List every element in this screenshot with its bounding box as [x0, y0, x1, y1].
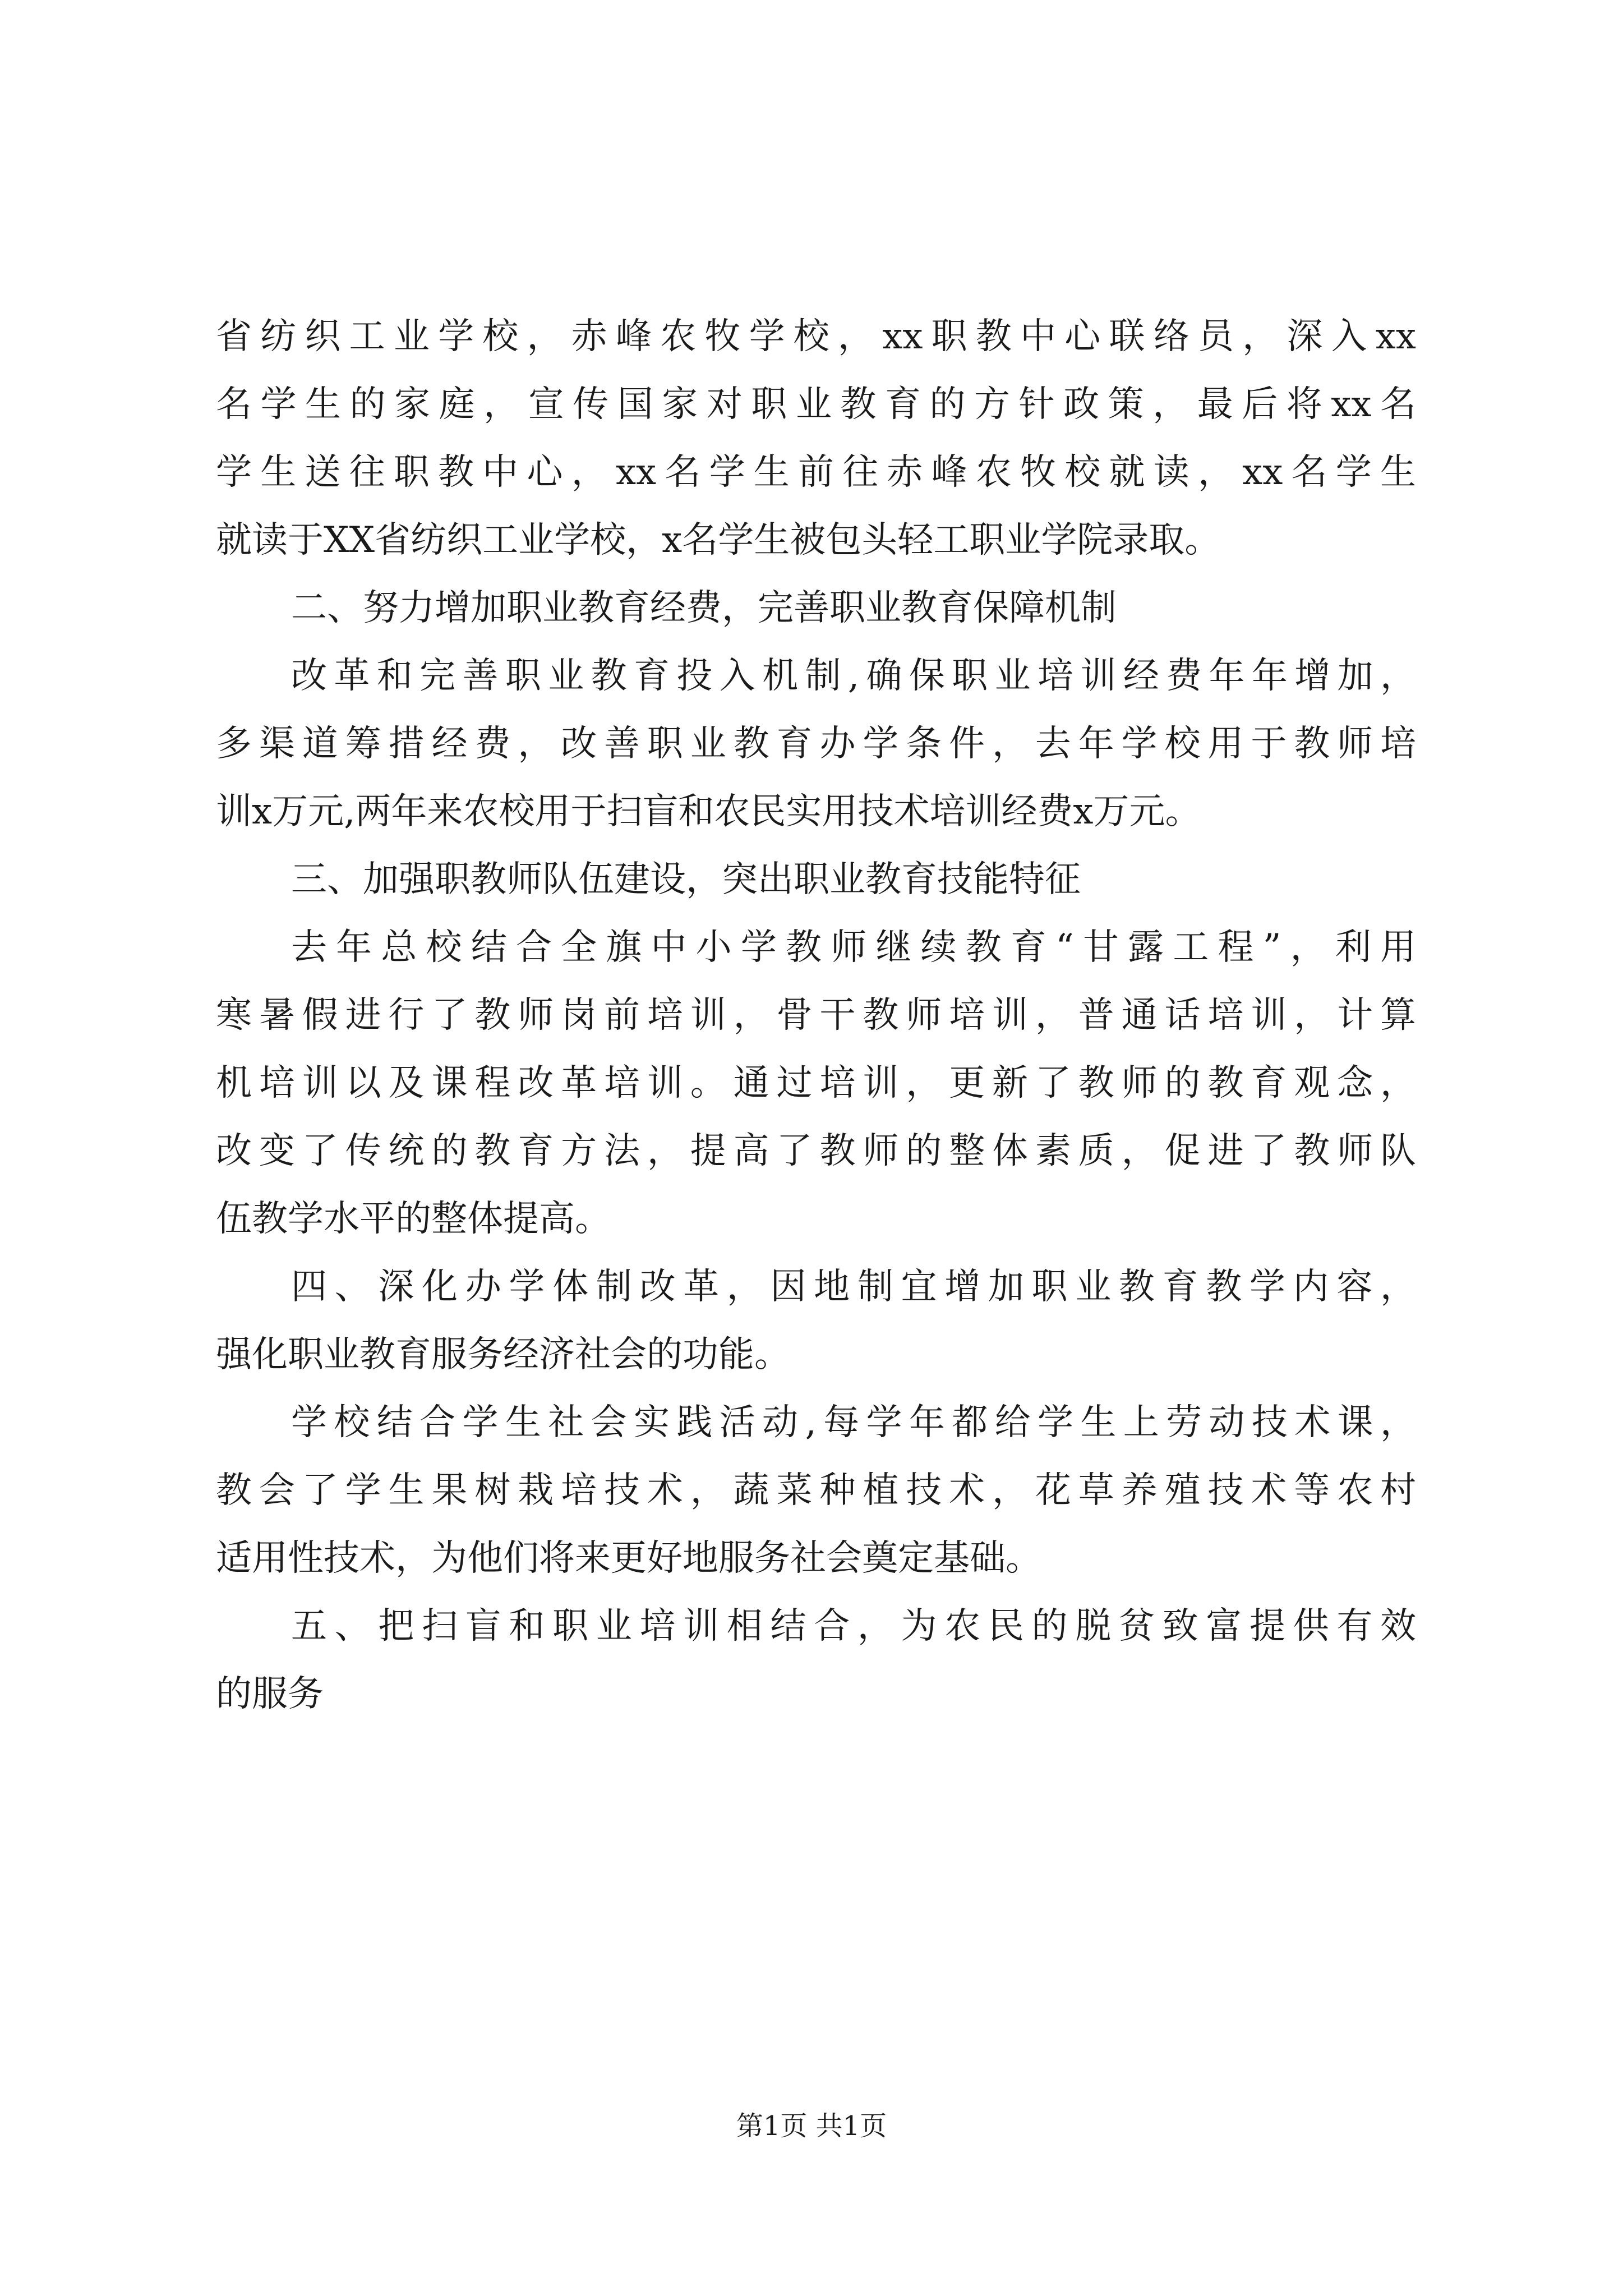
section-heading: 二、努力增加职业教育经费，完善职业教育保障机制 [291, 587, 1117, 629]
section-heading: 强化职业教育服务经济社会的功能。 [216, 1334, 790, 1375]
text-line: 学校结合学生社会实践活动,每学年都给学生上劳动技术课， [291, 1402, 1416, 1443]
text-line: 改变了传统的教育方法，提高了教师的整体素质，促进了教师队 [216, 1130, 1416, 1172]
text-line: 适用性技术，为他们将来更好地服务社会奠定基础。 [216, 1538, 1041, 1579]
text-line: 就读于XX省纺织工业学校，x名学生被包头轻工职业学院录取。 [216, 519, 1221, 561]
section-heading: 四、深化办学体制改革，因地制宜增加职业教育教学内容， [291, 1266, 1416, 1308]
section-heading: 三、加强职教师队伍建设，突出职业教育技能特征 [291, 859, 1081, 900]
text-line: 改革和完善职业教育投入机制,确保职业培训经费年年增加， [291, 655, 1416, 697]
text-line: 寒暑假进行了教师岗前培训，骨干教师培训，普通话培训，计算 [216, 995, 1416, 1036]
text-line: 去年总校结合全旗中小学教师继续教育“甘露工程”，利用 [291, 927, 1416, 968]
text-line: 名学生的家庭，宣传国家对职业教育的方针政策，最后将xx名 [216, 384, 1416, 425]
text-line: 训x万元,两年来农校用于扫盲和农民实用技术培训经费x万元。 [216, 791, 1201, 832]
text-line: 多渠道筹措经费，改善职业教育办学条件，去年学校用于教师培 [216, 723, 1416, 765]
page-footer [0, 2109, 1623, 2143]
text-line: 省纺织工业学校，赤峰农牧学校，xx职教中心联络员，深入xx [216, 316, 1416, 357]
section-heading: 五、把扫盲和职业培训相结合，为农民的脱贫致富提供有效 [291, 1605, 1416, 1647]
text-line: 学生送往职教中心，xx名学生前往赤峰农牧校就读，xx名学生 [216, 452, 1416, 493]
document-body [216, 303, 1416, 1728]
text-line: 教会了学生果树栽培技术，蔬菜种植技术，花草养殖技术等农村 [216, 1470, 1416, 1511]
section-heading: 的服务 [216, 1673, 324, 1715]
text-line: 伍教学水平的整体提高。 [216, 1198, 611, 1240]
text-line: 机培训以及课程改革培训。通过培训，更新了教师的教育观念， [216, 1062, 1416, 1104]
page-number: 第1页 共1页 [736, 2110, 887, 2142]
